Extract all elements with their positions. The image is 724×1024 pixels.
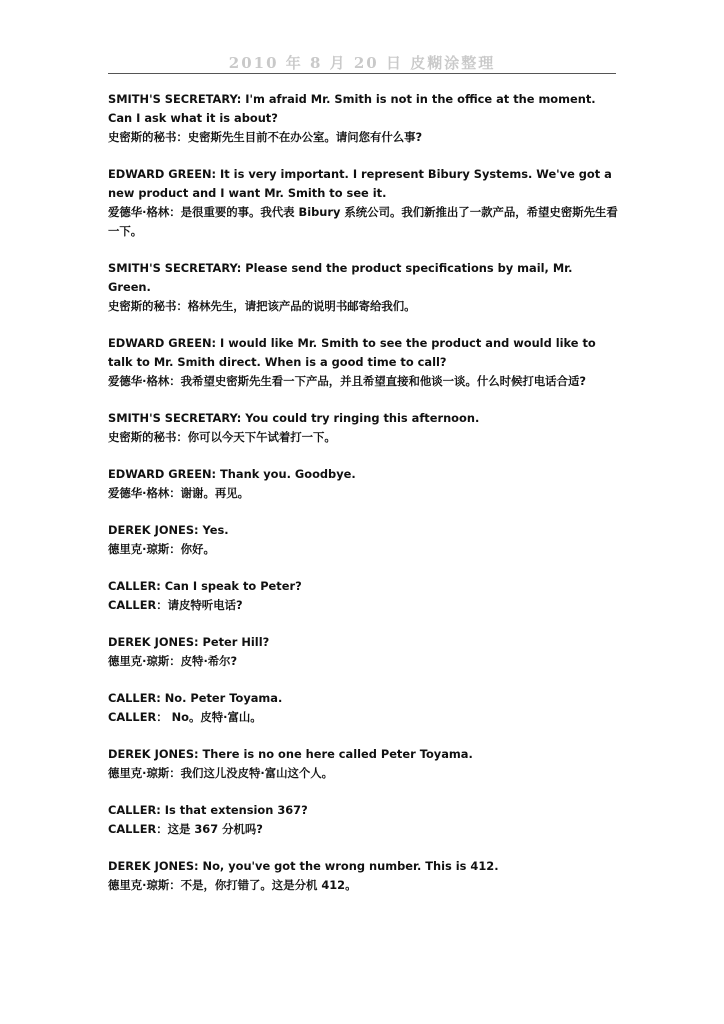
dialogue-entry [108, 465, 618, 503]
chinese-line: 爱德华·格林：谢谢。再见。 [108, 486, 250, 500]
english-line: SMITH'S SECRETARY: You could try ringing this afternoon. [108, 411, 480, 425]
english-line: EDWARD GREEN: Thank you. Goodbye. [108, 467, 356, 481]
english-line: EDWARD GREEN: It is very important. I represent Bibury Systems. We've got a new product and I want Mr. Smith to see it. [108, 167, 612, 200]
dialogue-entry [108, 857, 618, 895]
chinese-line: CALLER：请皮特听电话? [108, 598, 243, 612]
chinese-line: 爱德华·格林：我希望史密斯先生看一下产品，并且希望直接和他谈一谈。什么时候打电话合适? [108, 374, 586, 388]
dialogue-entry [108, 165, 618, 241]
dialogue-entry [108, 90, 618, 147]
english-line: EDWARD GREEN: I would like Mr. Smith to see the product and would like to talk to Mr. Smith direct. When is a good time to call? [108, 336, 596, 369]
english-line: SMITH'S SECRETARY: I'm afraid Mr. Smith is not in the office at the moment. Can I ask what it is about? [108, 92, 596, 125]
dialogue-entry [108, 745, 618, 783]
english-line: SMITH'S SECRETARY: Please send the product specifications by mail, Mr. Green. [108, 261, 573, 294]
english-line: DEREK JONES: Yes. [108, 523, 229, 537]
dialogue-entry [108, 633, 618, 671]
chinese-line: 史密斯的秘书：史密斯先生目前不在办公室。请问您有什么事? [108, 130, 423, 144]
english-line: CALLER: Is that extension 367? [108, 803, 308, 817]
header-divider [108, 73, 616, 74]
dialogue-body [108, 90, 618, 913]
chinese-line: 德里克·琼斯：我们这儿没皮特·富山这个人。 [108, 766, 334, 780]
chinese-line: 爱德华·格林：是很重要的事。我代表 Bibury 系统公司。我们新推出了一款产品，希望史密斯先生看一下。 [108, 205, 618, 238]
chinese-line: 史密斯的秘书：格林先生，请把该产品的说明书邮寄给我们。 [108, 299, 416, 313]
dialogue-entry [108, 334, 618, 391]
dialogue-entry [108, 801, 618, 839]
chinese-line: CALLER：这是 367 分机吗? [108, 822, 263, 836]
dialogue-entry [108, 259, 618, 316]
english-line: CALLER: Can I speak to Peter? [108, 579, 302, 593]
dialogue-entry [108, 409, 618, 447]
chinese-line: 德里克·琼斯：你好。 [108, 542, 215, 556]
chinese-line: 德里克·琼斯：不是，你打错了。这是分机 412。 [108, 878, 357, 892]
english-line: DEREK JONES: No, you've got the wrong number. This is 412. [108, 859, 499, 873]
page-header: 2010 年 8 月 20 日 皮糊涂整理 [228, 54, 496, 72]
chinese-line: 德里克·琼斯：皮特·希尔? [108, 654, 238, 668]
english-line: DEREK JONES: There is no one here called Peter Toyama. [108, 747, 473, 761]
chinese-line: 史密斯的秘书：你可以今天下午试着打一下。 [108, 430, 336, 444]
english-line: DEREK JONES: Peter Hill? [108, 635, 270, 649]
english-line: CALLER: No. Peter Toyama. [108, 691, 283, 705]
dialogue-entry [108, 521, 618, 559]
dialogue-entry [108, 577, 618, 615]
dialogue-entry [108, 689, 618, 727]
chinese-line: CALLER： No。皮特·富山。 [108, 710, 262, 724]
